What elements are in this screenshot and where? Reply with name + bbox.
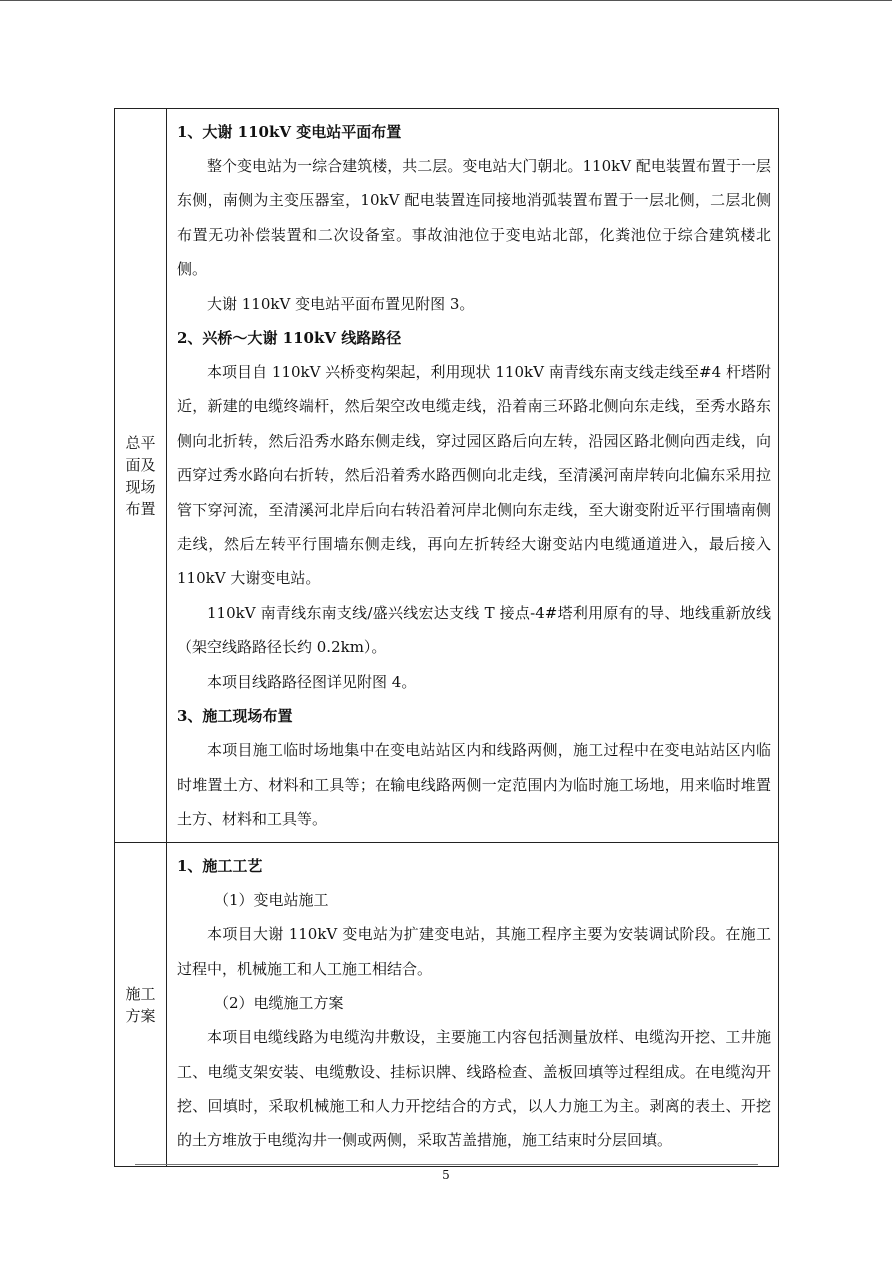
footer-rule xyxy=(135,1164,758,1165)
row-content-cell xyxy=(167,109,779,843)
page-number: 5 xyxy=(442,1168,450,1182)
paragraph: 110kV 南青线东南支线/盛兴线宏达支线 T 接点-4#塔利用原有的导、地线重新放线（架空线路路径长约 0.2km）。 xyxy=(177,603,771,657)
sub-heading: （2）电缆施工方案 xyxy=(214,994,344,1013)
paragraph: 本项目电缆线路为电缆沟井敷设，主要施工内容包括测量放样、电缆沟开挖、工井施工、电缆支架安装、电缆敷设、挂标识牌、线路检查、盖板回填等过程组成。在电缆沟开挖、回填时，采取机械施工和人力开挖结合的方式，以人力施工为主。剥离的表土、开挖的土方堆放于电缆沟井一侧或两侧，采取苫盖措施，施工结束时分层回填。 xyxy=(177,1028,771,1150)
paragraph: 本项目大谢 110kV 变电站为扩建变电站，其施工程序主要为安装调试阶段。在施工过程中，机械施工和人工施工相结合。 xyxy=(177,925,771,978)
paragraph: 本项目施工临时场地集中在变电站站区内和线路两侧，施工过程中在变电站站区内临时堆置土方、材料和工具等；在输电线路两侧一定范围内为临时施工场地，用来临时堆置土方、材料和工具等。 xyxy=(177,741,771,828)
row-content-cell xyxy=(167,843,779,1167)
section-heading: 1、大谢 110kV 变电站平面布置 xyxy=(177,123,402,141)
sub-heading: （1）变电站施工 xyxy=(214,891,329,910)
paragraph: 整个变电站为一综合建筑楼，共二层。变电站大门朝北。110kV 配电装置布置于一层东侧，南侧为主变压器室，10kV 配电装置连同接地消弧装置布置于一层北侧，二层北侧布置无功补偿装置和二次设备室。事故油池位于变电站北部，化粪池位于综合建筑楼北侧。 xyxy=(177,157,771,279)
table-row-layout xyxy=(115,109,779,843)
row-label-cell xyxy=(115,109,167,843)
paragraph: 大谢 110kV 变电站平面布置见附图 3。 xyxy=(207,294,475,313)
section-heading: 3、施工现场布置 xyxy=(177,707,293,726)
table-row-construction xyxy=(115,843,779,1167)
row-label-cell xyxy=(115,843,167,1167)
top-border-line xyxy=(0,0,892,1)
row-label-construction: 施工方案 xyxy=(125,984,156,1025)
section-heading: 2、兴桥～大谢 110kV 线路路径 xyxy=(177,329,402,348)
paragraph: 本项目自 110kV 兴桥变构架起，利用现状 110kV 南青线东南支线走线至#4 杆塔附近，新建的电缆终端杆，然后架空改电缆走线，沿着南三环路北侧向东走线，至秀水路东侧向北折转，然后沿秀水路东侧走线，穿过园区路后向左转，沿园区路北侧向西走线，向西穿过秀水路向右折转，然后沿着秀水路西侧向北走线，至清溪河南岸转向北偏东采用拉管下穿河流，至清溪河北岸后向右转沿着河岸北侧向东走线，至大谢变附近平行围墙南侧走线，然后左转平行围墙东侧走线，再向左折转经大谢变站内电缆通道进入，最后接入 110kV 大谢变电站。 xyxy=(177,363,771,588)
section-heading: 1、施工工艺 xyxy=(177,857,263,876)
content-table xyxy=(114,108,779,1167)
paragraph: 本项目线路路径图详见附图 4。 xyxy=(207,672,417,691)
row-label-layout: 总平面及现场布置 xyxy=(125,433,156,518)
